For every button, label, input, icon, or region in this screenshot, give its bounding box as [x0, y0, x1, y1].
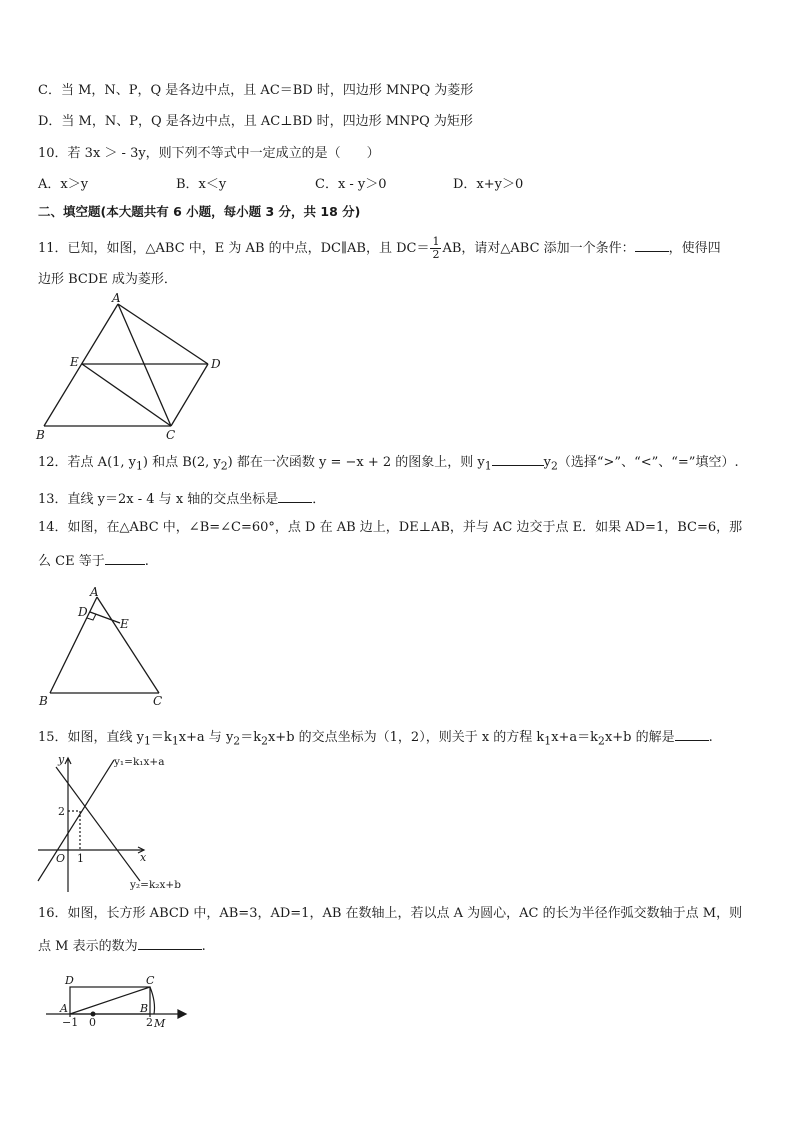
q12-sub-c: 1: [484, 459, 492, 473]
fig16-label-neg1: −1: [62, 1016, 79, 1029]
fig15-label-1: 1: [77, 852, 84, 865]
q11-fraction: [430, 236, 441, 261]
fig15-label-y: y: [58, 753, 65, 766]
fig14-label-d: D: [78, 605, 88, 619]
fig15-label-line1: y₁=k₁x+a: [114, 756, 165, 768]
fig11-label-d: D: [211, 357, 221, 371]
q13-answer-blank[interactable]: [278, 489, 312, 503]
q14-line2: [38, 551, 149, 571]
fig16-label-0: 0: [89, 1016, 96, 1029]
q10-option-b: B．x＜y: [176, 177, 227, 192]
q16-answer-blank[interactable]: [138, 936, 202, 950]
q14-figure: [36, 585, 176, 710]
q12-text-c: ) 都在一次函数 y = −x + 2 的图象上，则 y: [227, 455, 485, 470]
q11-frac-den: 2: [432, 248, 440, 261]
q12-text-e: （选择“>”、“<”、“=”填空）.: [557, 455, 739, 470]
fig14-label-c: C: [153, 694, 163, 708]
fig15-label-line2: y₂=k₂x+b: [130, 879, 181, 891]
q10-option-d: D．x+y＞0: [453, 177, 524, 192]
q15-sub-d: 2: [261, 734, 268, 748]
fig16-label-d: D: [65, 974, 74, 987]
fig16-diagonal-ac: [70, 987, 150, 1014]
q12-sub-d: 2: [551, 459, 558, 473]
q10-option-c: C．x - y＞0: [315, 177, 387, 192]
fig15-label-x: x: [140, 851, 147, 864]
q15-text-d: ＝k: [240, 730, 262, 745]
q10-option-a: A．x＞y: [38, 177, 89, 192]
q16-text-b: 点 M 表示的数为: [38, 939, 138, 954]
q15-text-b: ＝k: [150, 730, 172, 745]
q16-figure: [44, 972, 204, 1032]
fig11-label-e: E: [70, 355, 79, 369]
fig16-label-a: A: [60, 1002, 68, 1015]
q13-text-a: 13．直线 y＝2x - 4 与 x 轴的交点坐标是: [38, 492, 279, 507]
fig15-label-2: 2: [58, 805, 65, 818]
q11-text-b: AB，请对△ABC 添加一个条件：: [442, 241, 635, 256]
q11-answer-blank[interactable]: [635, 238, 669, 252]
fig15-line-1: [38, 760, 114, 881]
q16-line2: [38, 936, 206, 956]
q11-line2: 边形 BCDE 成为菱形．: [38, 272, 177, 287]
q15-sub-e: 1: [544, 734, 552, 748]
q13-stem: [38, 489, 325, 509]
q14-answer-blank[interactable]: [105, 551, 145, 565]
q11-figure: [30, 292, 230, 442]
q12-sub-b: 2: [220, 459, 228, 473]
q9-option-c: C．当 M，N、P，Q 是各边中点，且 AC＝BD 时，四边形 MNPQ 为菱形: [38, 83, 474, 98]
q12-stem: [38, 452, 739, 476]
fig16-label-c: C: [146, 974, 155, 987]
q12-text-b: ) 和点 B(2, y: [142, 455, 221, 470]
q15-answer-blank[interactable]: [675, 727, 709, 741]
fig11-seg-ab: [44, 304, 118, 426]
q15-sub-b: 1: [171, 734, 179, 748]
q12-answer-blank[interactable]: [492, 452, 544, 466]
fig14-seg-ac: [97, 597, 159, 693]
fig16-label-m: M: [154, 1017, 166, 1030]
q15-text-f: x+a＝k: [551, 730, 599, 745]
section-heading: 二、填空题(本大题共有 6 小题，每小题 3 分，共 18 分): [38, 204, 361, 219]
q15-sub-a: 1: [144, 734, 151, 748]
q14-line1: 14．如图，在△ABC 中，∠B=∠C=60°，点 D 在 AB 边上，DE⊥AB，并与 AC 边交于点 E．如果 AD=1，BC=6，那: [38, 520, 743, 535]
q15-stem: [38, 727, 713, 751]
fig14-seg-ab: [50, 597, 97, 693]
q13-text-b: ．: [312, 492, 326, 507]
q12-text-d: y: [543, 455, 551, 470]
q10-stem: 10．若 3x ＞ - 3y，则下列不等式中一定成立的是（ ）: [38, 146, 380, 161]
q12-sub-a: 1: [136, 459, 143, 473]
fig16-label-2: 2: [146, 1016, 153, 1029]
q16-line1: 16．如图，长方形 ABCD 中，AB=3，AD=1，AB 在数轴上，若以点 A 为圆心，AC 的长为半径作弧交数轴于点 M，则: [38, 906, 743, 921]
q15-text-c: x+a 与 y: [178, 730, 234, 745]
q12-text-a: 12．若点 A(1, y: [38, 455, 137, 470]
fig16-arrow: [178, 1010, 186, 1018]
fig14-label-b: B: [39, 694, 48, 708]
q15-text-g: x+b 的解是: [604, 730, 675, 745]
q15-text-a: 15．如图，直线 y: [38, 730, 145, 745]
fig11-label-c: C: [166, 428, 176, 442]
q11-text-a: 11．已知，如图，△ABC 中，E 为 AB 的中点，DC∥AB，且 DC＝: [38, 241, 430, 256]
q16-text-c: .: [201, 939, 206, 954]
q14-text-c: .: [144, 554, 149, 569]
q15-text-e: x+b 的交点坐标为（1，2），则关于 x 的方程 k: [267, 730, 545, 745]
fig11-seg-dc: [171, 364, 208, 426]
q11-frac-num: 1: [432, 235, 440, 248]
q11-line1: [38, 236, 721, 261]
fig14-label-a: A: [90, 585, 99, 599]
q11-text-c: ，使得四: [668, 241, 721, 256]
fig16-label-b: B: [140, 1002, 149, 1015]
q9-option-d: D．当 M，N、P，Q 是各边中点，且 AC⊥BD 时，四边形 MNPQ 为矩形: [38, 114, 473, 129]
q15-text-h: .: [708, 730, 713, 745]
fig11-label-a: A: [112, 291, 121, 305]
fig11-label-b: B: [36, 428, 45, 442]
fig14-label-e: E: [120, 617, 129, 631]
fig16-arc: [150, 987, 155, 1014]
q15-sub-f: 2: [598, 734, 605, 748]
q15-sub-c: 2: [233, 734, 241, 748]
q15-figure: [34, 750, 204, 895]
q14-text-b: 么 CE 等于: [38, 554, 105, 569]
fig15-label-o: O: [56, 852, 66, 865]
